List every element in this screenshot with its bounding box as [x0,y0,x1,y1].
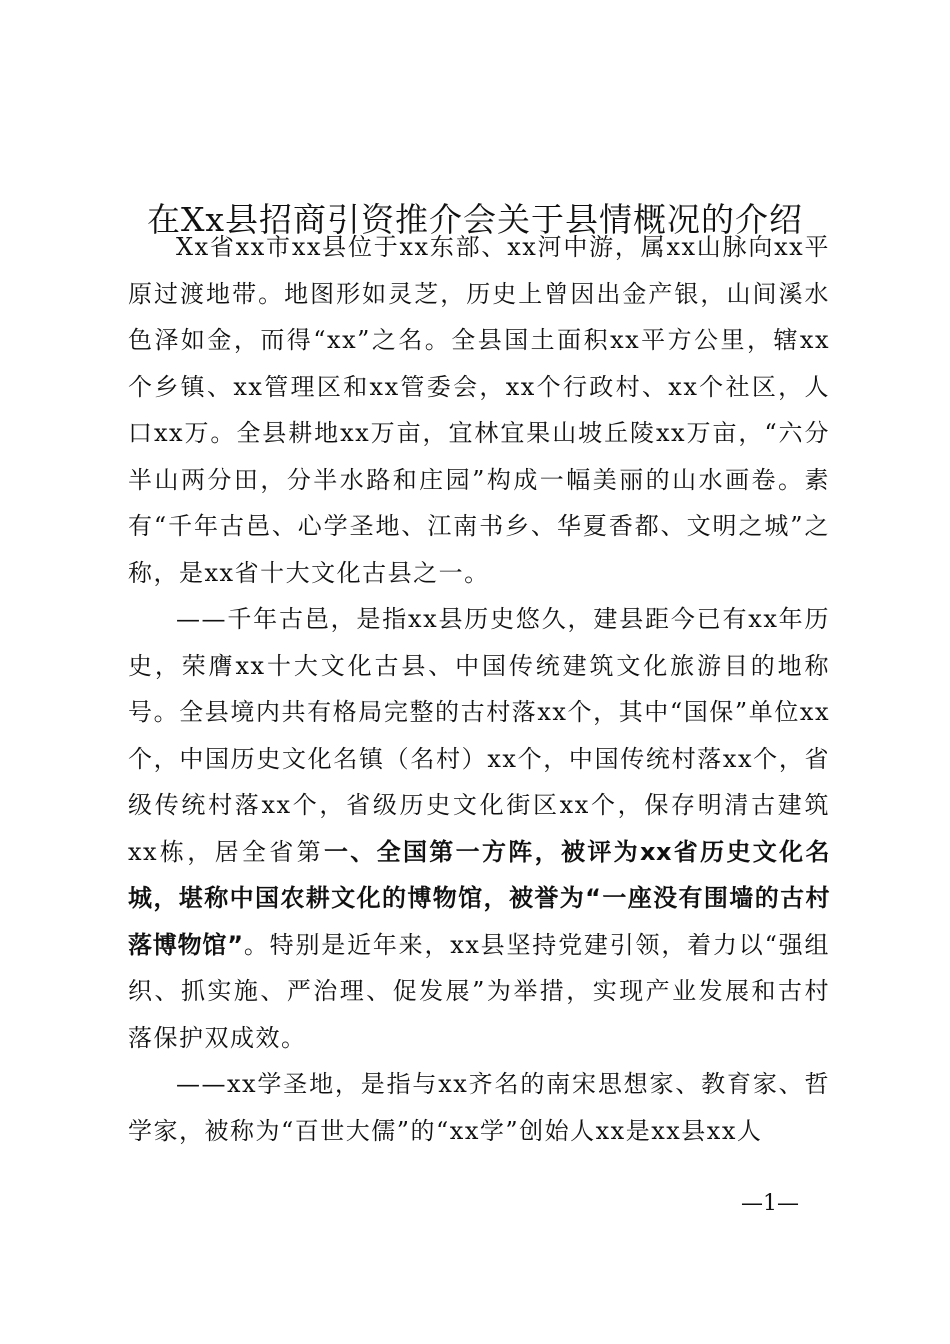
paragraph-ancient-town-text: ——千年古邑，是指xx县历史悠久，建县距今已有xx年历史，荣膺xx十大文化古县、中国传统建筑文化旅游目的地称号。全县境内共有格局完整的古村落xx个，其中“国保”单位xx个，中国历史文化名镇（名村）xx个，中国传统村落xx个，省级传统村落xx个，省级历史文化街区xx个，保存明清古建筑xx栋，居全省第 [128,605,830,866]
paragraph-overview: Xx省xx市xx县位于xx东部、xx河中游，属xx山脉向xx平原过渡地带。地图形如灵芝，历史上曾因出金产银，山间溪水色泽如金，而得“xx”之名。全县国土面积xx平方公里，辖xx个乡镇、xx管理区和xx管委会，xx个行政村、xx个社区，人口xx万。全县耕地xx万亩，宜林宜果山坡丘陵xx万亩，“六分半山两分田，分半水路和庄园”构成一幅美丽的山水画卷。素有“千年古邑、心学圣地、江南书乡、华夏香都、文明之城”之称，是xx省十大文化古县之一。 [128,233,830,587]
paragraph-ancient-town-bold: 一、全国第一方阵，被评为xx省历史文化名城，堪称中国农耕文化的博物馆，被誉为“一座没有围墙的古村落博物馆” [128,837,830,959]
document-title: 在Xx县招商引资推介会关于县情概况的介绍 [146,200,804,240]
page-number: —1— [741,1191,799,1216]
document-body [128,224,830,1154]
paragraph-ancient-town [128,596,830,1061]
paragraph-ancient-town-rest: 。特别是近年来，xx县坚持党建引领，着力以“强组织、抓实施、严治理、促发展”为举措，实现产业发展和古村落保护双成效。 [128,930,830,1052]
paragraph-philosophy: ——xx学圣地，是指与xx齐名的南宋思想家、教育家、哲学家，被称为“百世大儒”的“xx学”创始人xx是xx县xx人 [128,1070,830,1145]
